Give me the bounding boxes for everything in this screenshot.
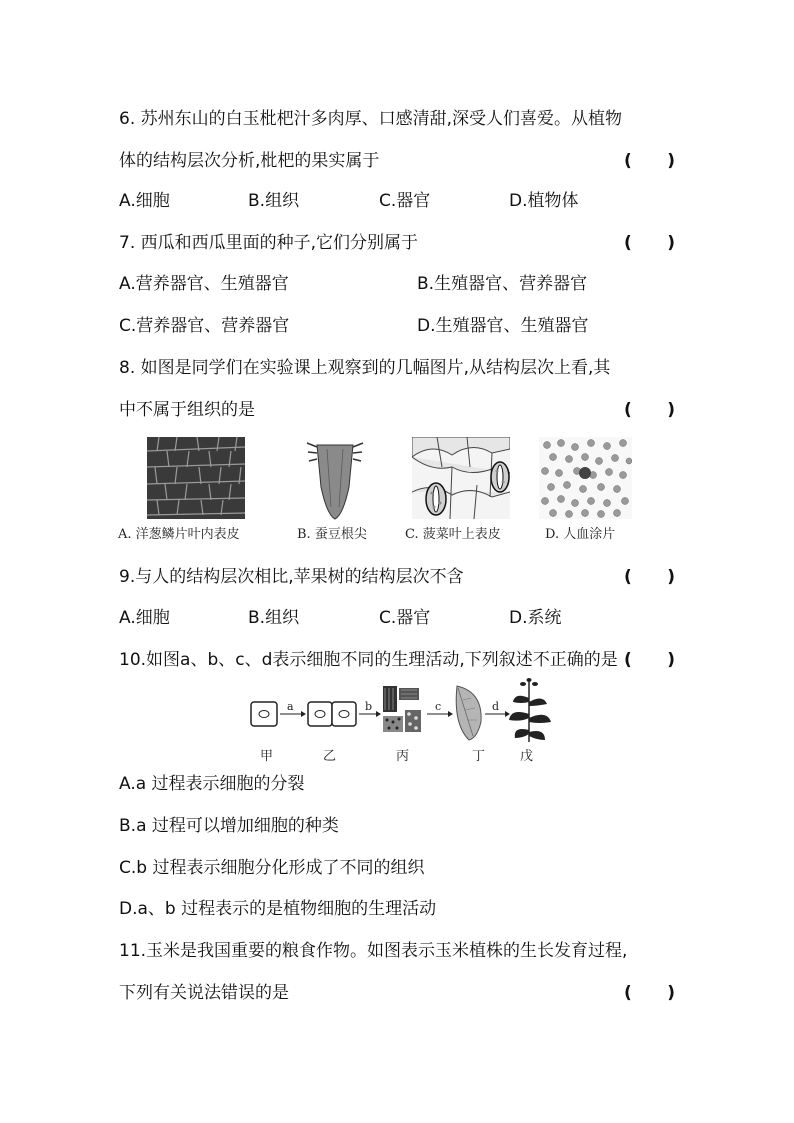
q10-option-d[interactable]: D.a、b 过程表示的是植物细胞的生理活动 xyxy=(119,899,437,919)
q7-answer-bracket[interactable]: ( ) xyxy=(624,233,676,253)
stage-label-yi: 乙 xyxy=(323,749,337,764)
q7-option-b[interactable]: B.生殖器官、营养器官 xyxy=(417,274,588,294)
q10-answer-bracket[interactable]: ( ) xyxy=(624,650,676,670)
q9-stem: 9.与人的结构层次相比,苹果树的结构层次不含 xyxy=(119,567,464,587)
root-tip-image xyxy=(305,437,365,521)
q10-option-b[interactable]: B.a 过程可以增加细胞的种类 xyxy=(119,816,339,836)
blood-smear-image xyxy=(539,437,632,519)
q7-stem: 7. 西瓜和西瓜里面的种子,它们分别属于 xyxy=(119,233,419,253)
arrow-label-c: c xyxy=(435,700,442,713)
q11-stem-line1: 11.玉米是我国重要的粮食作物。如图表示玉米植株的生长发育过程, xyxy=(119,941,628,961)
q8-caption-b: B. 蚕豆根尖 xyxy=(297,527,367,542)
q9-option-d[interactable]: D.系统 xyxy=(509,608,562,628)
q7-option-a[interactable]: A.营养器官、生殖器官 xyxy=(119,274,289,294)
q9-option-a[interactable]: A.细胞 xyxy=(119,608,170,628)
stage-ding-leaf-icon xyxy=(456,686,481,740)
q7-option-d[interactable]: D.生殖器官、生殖器官 xyxy=(417,316,589,336)
q8-caption-a: A. 洋葱鳞片叶内表皮 xyxy=(118,527,240,542)
q6-stem-line2: 体的结构层次分析,枇杷的果实属于 xyxy=(119,151,380,171)
stage-label-jia: 甲 xyxy=(260,749,274,764)
q8-caption-d: D. 人血涂片 xyxy=(545,527,616,542)
q6-option-a[interactable]: A.细胞 xyxy=(119,191,170,211)
stage-wu-plant-icon xyxy=(509,678,551,742)
arrow-label-a: a xyxy=(287,700,294,713)
q10-stem: 10.如图a、b、c、d表示细胞不同的生理活动,下列叙述不正确的是 xyxy=(119,650,618,670)
nucleus-icon xyxy=(259,711,269,718)
q6-answer-bracket[interactable]: ( ) xyxy=(624,151,676,171)
q10-option-a[interactable]: A.a 过程表示细胞的分裂 xyxy=(119,774,305,794)
q11-stem-line2: 下列有关说法错误的是 xyxy=(119,983,289,1003)
stage-label-wu: 戊 xyxy=(520,749,534,764)
onion-epidermis-image xyxy=(147,437,245,519)
q8-answer-bracket[interactable]: ( ) xyxy=(624,400,676,420)
q6-option-c[interactable]: C.器官 xyxy=(379,191,431,211)
q10-option-c[interactable]: C.b 过程表示细胞分化形成了不同的组织 xyxy=(119,858,425,878)
spinach-leaf-epidermis-image xyxy=(412,437,510,519)
q8-stem-line1: 8. 如图是同学们在实验课上观察到的几幅图片,从结构层次上看,其 xyxy=(119,358,611,378)
q8-stem-line2: 中不属于组织的是 xyxy=(119,400,255,420)
stage-label-bing: 丙 xyxy=(396,749,410,764)
arrow-label-d: d xyxy=(492,700,500,713)
stage-label-ding: 丁 xyxy=(472,749,486,764)
cell-development-diagram xyxy=(245,678,555,744)
q8-caption-c: C. 菠菜叶上表皮 xyxy=(405,527,501,542)
arrow-label-b: b xyxy=(365,700,373,713)
q11-answer-bracket[interactable]: ( ) xyxy=(624,983,676,1003)
q9-answer-bracket[interactable]: ( ) xyxy=(624,567,676,587)
q7-option-c[interactable]: C.营养器官、营养器官 xyxy=(119,316,290,336)
q6-option-b[interactable]: B.组织 xyxy=(248,191,300,211)
q9-option-c[interactable]: C.器官 xyxy=(379,608,431,628)
stage-bing-tissues xyxy=(383,686,421,732)
q6-option-d[interactable]: D.植物体 xyxy=(509,191,579,211)
q9-option-b[interactable]: B.组织 xyxy=(248,608,300,628)
q6-stem-line1: 6. 苏州东山的白玉枇杷汁多肉厚、口感清甜,深受人们喜爱。从植物 xyxy=(119,109,623,129)
